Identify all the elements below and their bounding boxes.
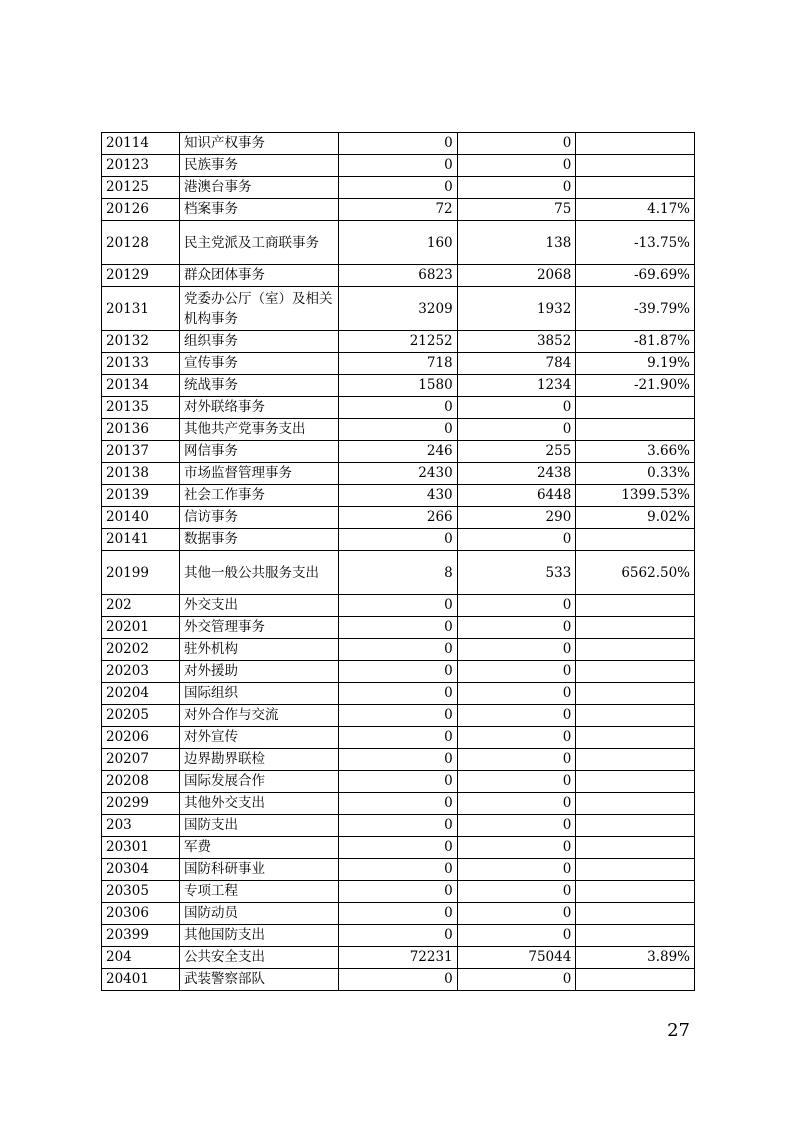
table-row bbox=[102, 199, 695, 221]
cell-code: 20135 bbox=[102, 397, 180, 419]
cell-value-1: 0 bbox=[339, 903, 458, 925]
cell-change-pct: 6562.50% bbox=[576, 551, 695, 595]
cell-code: 20304 bbox=[102, 859, 180, 881]
cell-name: 公共安全支出 bbox=[180, 947, 339, 969]
cell-value-1: 0 bbox=[339, 815, 458, 837]
cell-value-2: 0 bbox=[457, 595, 576, 617]
cell-value-1: 0 bbox=[339, 595, 458, 617]
cell-value-1: 0 bbox=[339, 639, 458, 661]
cell-change-pct bbox=[576, 705, 695, 727]
cell-change-pct bbox=[576, 859, 695, 881]
cell-change-pct bbox=[576, 749, 695, 771]
cell-name: 国际组织 bbox=[180, 683, 339, 705]
cell-name: 群众团体事务 bbox=[180, 265, 339, 287]
cell-change-pct: 4.17% bbox=[576, 199, 695, 221]
table-row bbox=[102, 639, 695, 661]
cell-value-1: 2430 bbox=[339, 463, 458, 485]
cell-code: 20207 bbox=[102, 749, 180, 771]
cell-code: 20128 bbox=[102, 221, 180, 265]
cell-change-pct bbox=[576, 639, 695, 661]
cell-name: 组织事务 bbox=[180, 331, 339, 353]
cell-code: 20141 bbox=[102, 529, 180, 551]
cell-value-2: 0 bbox=[457, 793, 576, 815]
cell-value-1: 6823 bbox=[339, 265, 458, 287]
cell-value-1: 0 bbox=[339, 133, 458, 155]
table-row bbox=[102, 419, 695, 441]
cell-value-2: 533 bbox=[457, 551, 576, 595]
cell-name: 港澳台事务 bbox=[180, 177, 339, 199]
cell-value-2: 290 bbox=[457, 507, 576, 529]
table-row bbox=[102, 771, 695, 793]
table-row bbox=[102, 595, 695, 617]
cell-name: 外交支出 bbox=[180, 595, 339, 617]
table-row bbox=[102, 155, 695, 177]
cell-name: 驻外机构 bbox=[180, 639, 339, 661]
cell-name: 信访事务 bbox=[180, 507, 339, 529]
cell-value-2: 0 bbox=[457, 749, 576, 771]
cell-code: 20201 bbox=[102, 617, 180, 639]
table-row bbox=[102, 375, 695, 397]
cell-value-2: 0 bbox=[457, 969, 576, 991]
cell-name: 武装警察部队 bbox=[180, 969, 339, 991]
cell-code: 20136 bbox=[102, 419, 180, 441]
cell-name: 数据事务 bbox=[180, 529, 339, 551]
table-row bbox=[102, 749, 695, 771]
cell-value-1: 718 bbox=[339, 353, 458, 375]
cell-value-2: 138 bbox=[457, 221, 576, 265]
cell-code: 20301 bbox=[102, 837, 180, 859]
cell-code: 20131 bbox=[102, 287, 180, 331]
cell-code: 20133 bbox=[102, 353, 180, 375]
cell-name: 其他外交支出 bbox=[180, 793, 339, 815]
budget-table bbox=[101, 132, 695, 991]
cell-change-pct: 9.19% bbox=[576, 353, 695, 375]
table-row bbox=[102, 925, 695, 947]
table-row bbox=[102, 551, 695, 595]
table-row bbox=[102, 485, 695, 507]
table-row bbox=[102, 661, 695, 683]
cell-change-pct bbox=[576, 419, 695, 441]
cell-value-2: 6448 bbox=[457, 485, 576, 507]
cell-value-1: 0 bbox=[339, 793, 458, 815]
cell-value-2: 75044 bbox=[457, 947, 576, 969]
table-row bbox=[102, 353, 695, 375]
table-row bbox=[102, 705, 695, 727]
cell-code: 20206 bbox=[102, 727, 180, 749]
cell-change-pct bbox=[576, 155, 695, 177]
cell-change-pct: 0.33% bbox=[576, 463, 695, 485]
cell-value-2: 0 bbox=[457, 529, 576, 551]
table-row bbox=[102, 529, 695, 551]
cell-code: 20139 bbox=[102, 485, 180, 507]
cell-value-1: 0 bbox=[339, 155, 458, 177]
cell-value-1: 0 bbox=[339, 727, 458, 749]
table-row bbox=[102, 221, 695, 265]
cell-name: 知识产权事务 bbox=[180, 133, 339, 155]
table-row bbox=[102, 947, 695, 969]
table-row bbox=[102, 177, 695, 199]
page-number: 27 bbox=[667, 1020, 690, 1041]
cell-name: 国防支出 bbox=[180, 815, 339, 837]
cell-change-pct: 3.66% bbox=[576, 441, 695, 463]
table-row bbox=[102, 133, 695, 155]
cell-value-2: 0 bbox=[457, 727, 576, 749]
table-row bbox=[102, 507, 695, 529]
cell-change-pct: 1399.53% bbox=[576, 485, 695, 507]
cell-code: 20114 bbox=[102, 133, 180, 155]
cell-change-pct bbox=[576, 771, 695, 793]
cell-value-2: 0 bbox=[457, 859, 576, 881]
cell-name: 统战事务 bbox=[180, 375, 339, 397]
cell-name: 对外联络事务 bbox=[180, 397, 339, 419]
cell-value-2: 784 bbox=[457, 353, 576, 375]
cell-code: 20204 bbox=[102, 683, 180, 705]
cell-value-2: 75 bbox=[457, 199, 576, 221]
cell-value-2: 255 bbox=[457, 441, 576, 463]
cell-value-2: 1932 bbox=[457, 287, 576, 331]
cell-value-1: 3209 bbox=[339, 287, 458, 331]
cell-value-2: 0 bbox=[457, 661, 576, 683]
cell-value-2: 0 bbox=[457, 705, 576, 727]
cell-code: 20199 bbox=[102, 551, 180, 595]
cell-code: 20203 bbox=[102, 661, 180, 683]
cell-value-1: 0 bbox=[339, 617, 458, 639]
cell-value-1: 72 bbox=[339, 199, 458, 221]
cell-value-1: 1580 bbox=[339, 375, 458, 397]
cell-value-2: 0 bbox=[457, 177, 576, 199]
cell-value-2: 0 bbox=[457, 133, 576, 155]
cell-name: 对外合作与交流 bbox=[180, 705, 339, 727]
cell-value-1: 0 bbox=[339, 177, 458, 199]
cell-name: 边界勘界联检 bbox=[180, 749, 339, 771]
cell-value-1: 0 bbox=[339, 749, 458, 771]
cell-code: 20140 bbox=[102, 507, 180, 529]
cell-value-1: 430 bbox=[339, 485, 458, 507]
cell-change-pct bbox=[576, 925, 695, 947]
cell-code: 202 bbox=[102, 595, 180, 617]
cell-name: 外交管理事务 bbox=[180, 617, 339, 639]
cell-value-1: 8 bbox=[339, 551, 458, 595]
table-row bbox=[102, 903, 695, 925]
cell-code: 20125 bbox=[102, 177, 180, 199]
table-row bbox=[102, 463, 695, 485]
table-body bbox=[102, 133, 695, 991]
cell-change-pct: -81.87% bbox=[576, 331, 695, 353]
cell-change-pct bbox=[576, 793, 695, 815]
cell-code: 20208 bbox=[102, 771, 180, 793]
cell-code: 20205 bbox=[102, 705, 180, 727]
cell-name: 军费 bbox=[180, 837, 339, 859]
cell-code: 20126 bbox=[102, 199, 180, 221]
table-row bbox=[102, 837, 695, 859]
cell-value-2: 0 bbox=[457, 881, 576, 903]
table-row bbox=[102, 859, 695, 881]
cell-name: 国防科研事业 bbox=[180, 859, 339, 881]
cell-value-1: 21252 bbox=[339, 331, 458, 353]
table-row bbox=[102, 397, 695, 419]
cell-code: 20305 bbox=[102, 881, 180, 903]
cell-value-2: 0 bbox=[457, 683, 576, 705]
table-row bbox=[102, 265, 695, 287]
cell-value-2: 2438 bbox=[457, 463, 576, 485]
cell-code: 20299 bbox=[102, 793, 180, 815]
cell-value-1: 266 bbox=[339, 507, 458, 529]
cell-code: 20401 bbox=[102, 969, 180, 991]
cell-value-2: 3852 bbox=[457, 331, 576, 353]
cell-value-1: 0 bbox=[339, 925, 458, 947]
cell-value-1: 72231 bbox=[339, 947, 458, 969]
cell-code: 20399 bbox=[102, 925, 180, 947]
cell-change-pct bbox=[576, 397, 695, 419]
cell-change-pct: -21.90% bbox=[576, 375, 695, 397]
table-row bbox=[102, 683, 695, 705]
cell-code: 20129 bbox=[102, 265, 180, 287]
cell-name: 其他一般公共服务支出 bbox=[180, 551, 339, 595]
cell-code: 20123 bbox=[102, 155, 180, 177]
cell-change-pct bbox=[576, 617, 695, 639]
cell-value-2: 0 bbox=[457, 639, 576, 661]
cell-change-pct: 3.89% bbox=[576, 947, 695, 969]
cell-value-1: 0 bbox=[339, 771, 458, 793]
cell-change-pct: 9.02% bbox=[576, 507, 695, 529]
cell-value-2: 0 bbox=[457, 771, 576, 793]
cell-value-2: 1234 bbox=[457, 375, 576, 397]
table-row bbox=[102, 969, 695, 991]
table-row bbox=[102, 727, 695, 749]
cell-name: 其他共产党事务支出 bbox=[180, 419, 339, 441]
cell-value-2: 0 bbox=[457, 617, 576, 639]
cell-value-1: 0 bbox=[339, 661, 458, 683]
cell-value-1: 0 bbox=[339, 859, 458, 881]
table-row bbox=[102, 617, 695, 639]
cell-name: 民族事务 bbox=[180, 155, 339, 177]
cell-name: 专项工程 bbox=[180, 881, 339, 903]
cell-value-2: 0 bbox=[457, 925, 576, 947]
table-row bbox=[102, 287, 695, 331]
cell-value-2: 0 bbox=[457, 815, 576, 837]
table-row bbox=[102, 331, 695, 353]
cell-value-1: 0 bbox=[339, 705, 458, 727]
cell-code: 20202 bbox=[102, 639, 180, 661]
cell-value-2: 0 bbox=[457, 837, 576, 859]
cell-change-pct bbox=[576, 661, 695, 683]
cell-name: 国际发展合作 bbox=[180, 771, 339, 793]
cell-name: 对外宣传 bbox=[180, 727, 339, 749]
cell-name: 国防动员 bbox=[180, 903, 339, 925]
cell-change-pct bbox=[576, 529, 695, 551]
cell-name: 党委办公厅（室）及相关机构事务 bbox=[180, 287, 339, 331]
cell-code: 20137 bbox=[102, 441, 180, 463]
cell-value-2: 0 bbox=[457, 903, 576, 925]
cell-code: 20306 bbox=[102, 903, 180, 925]
cell-code: 203 bbox=[102, 815, 180, 837]
cell-value-2: 0 bbox=[457, 419, 576, 441]
cell-change-pct bbox=[576, 727, 695, 749]
table-row bbox=[102, 815, 695, 837]
cell-change-pct bbox=[576, 903, 695, 925]
table-row bbox=[102, 441, 695, 463]
cell-change-pct bbox=[576, 595, 695, 617]
cell-code: 20138 bbox=[102, 463, 180, 485]
cell-value-1: 0 bbox=[339, 419, 458, 441]
cell-value-1: 160 bbox=[339, 221, 458, 265]
cell-value-2: 0 bbox=[457, 397, 576, 419]
cell-change-pct: -39.79% bbox=[576, 287, 695, 331]
cell-change-pct bbox=[576, 881, 695, 903]
cell-value-1: 0 bbox=[339, 529, 458, 551]
cell-change-pct bbox=[576, 177, 695, 199]
cell-value-1: 0 bbox=[339, 837, 458, 859]
cell-value-1: 246 bbox=[339, 441, 458, 463]
cell-change-pct bbox=[576, 969, 695, 991]
cell-code: 20132 bbox=[102, 331, 180, 353]
table-row bbox=[102, 881, 695, 903]
cell-change-pct bbox=[576, 683, 695, 705]
cell-name: 民主党派及工商联事务 bbox=[180, 221, 339, 265]
cell-value-2: 0 bbox=[457, 155, 576, 177]
cell-value-2: 2068 bbox=[457, 265, 576, 287]
cell-value-1: 0 bbox=[339, 683, 458, 705]
cell-name: 市场监督管理事务 bbox=[180, 463, 339, 485]
cell-code: 204 bbox=[102, 947, 180, 969]
cell-value-1: 0 bbox=[339, 969, 458, 991]
cell-change-pct bbox=[576, 815, 695, 837]
cell-change-pct bbox=[576, 837, 695, 859]
cell-name: 宣传事务 bbox=[180, 353, 339, 375]
cell-name: 社会工作事务 bbox=[180, 485, 339, 507]
cell-change-pct bbox=[576, 133, 695, 155]
cell-name: 对外援助 bbox=[180, 661, 339, 683]
cell-change-pct: -13.75% bbox=[576, 221, 695, 265]
cell-value-1: 0 bbox=[339, 397, 458, 419]
cell-change-pct: -69.69% bbox=[576, 265, 695, 287]
cell-name: 其他国防支出 bbox=[180, 925, 339, 947]
cell-name: 档案事务 bbox=[180, 199, 339, 221]
table-row bbox=[102, 793, 695, 815]
cell-code: 20134 bbox=[102, 375, 180, 397]
cell-name: 网信事务 bbox=[180, 441, 339, 463]
cell-value-1: 0 bbox=[339, 881, 458, 903]
